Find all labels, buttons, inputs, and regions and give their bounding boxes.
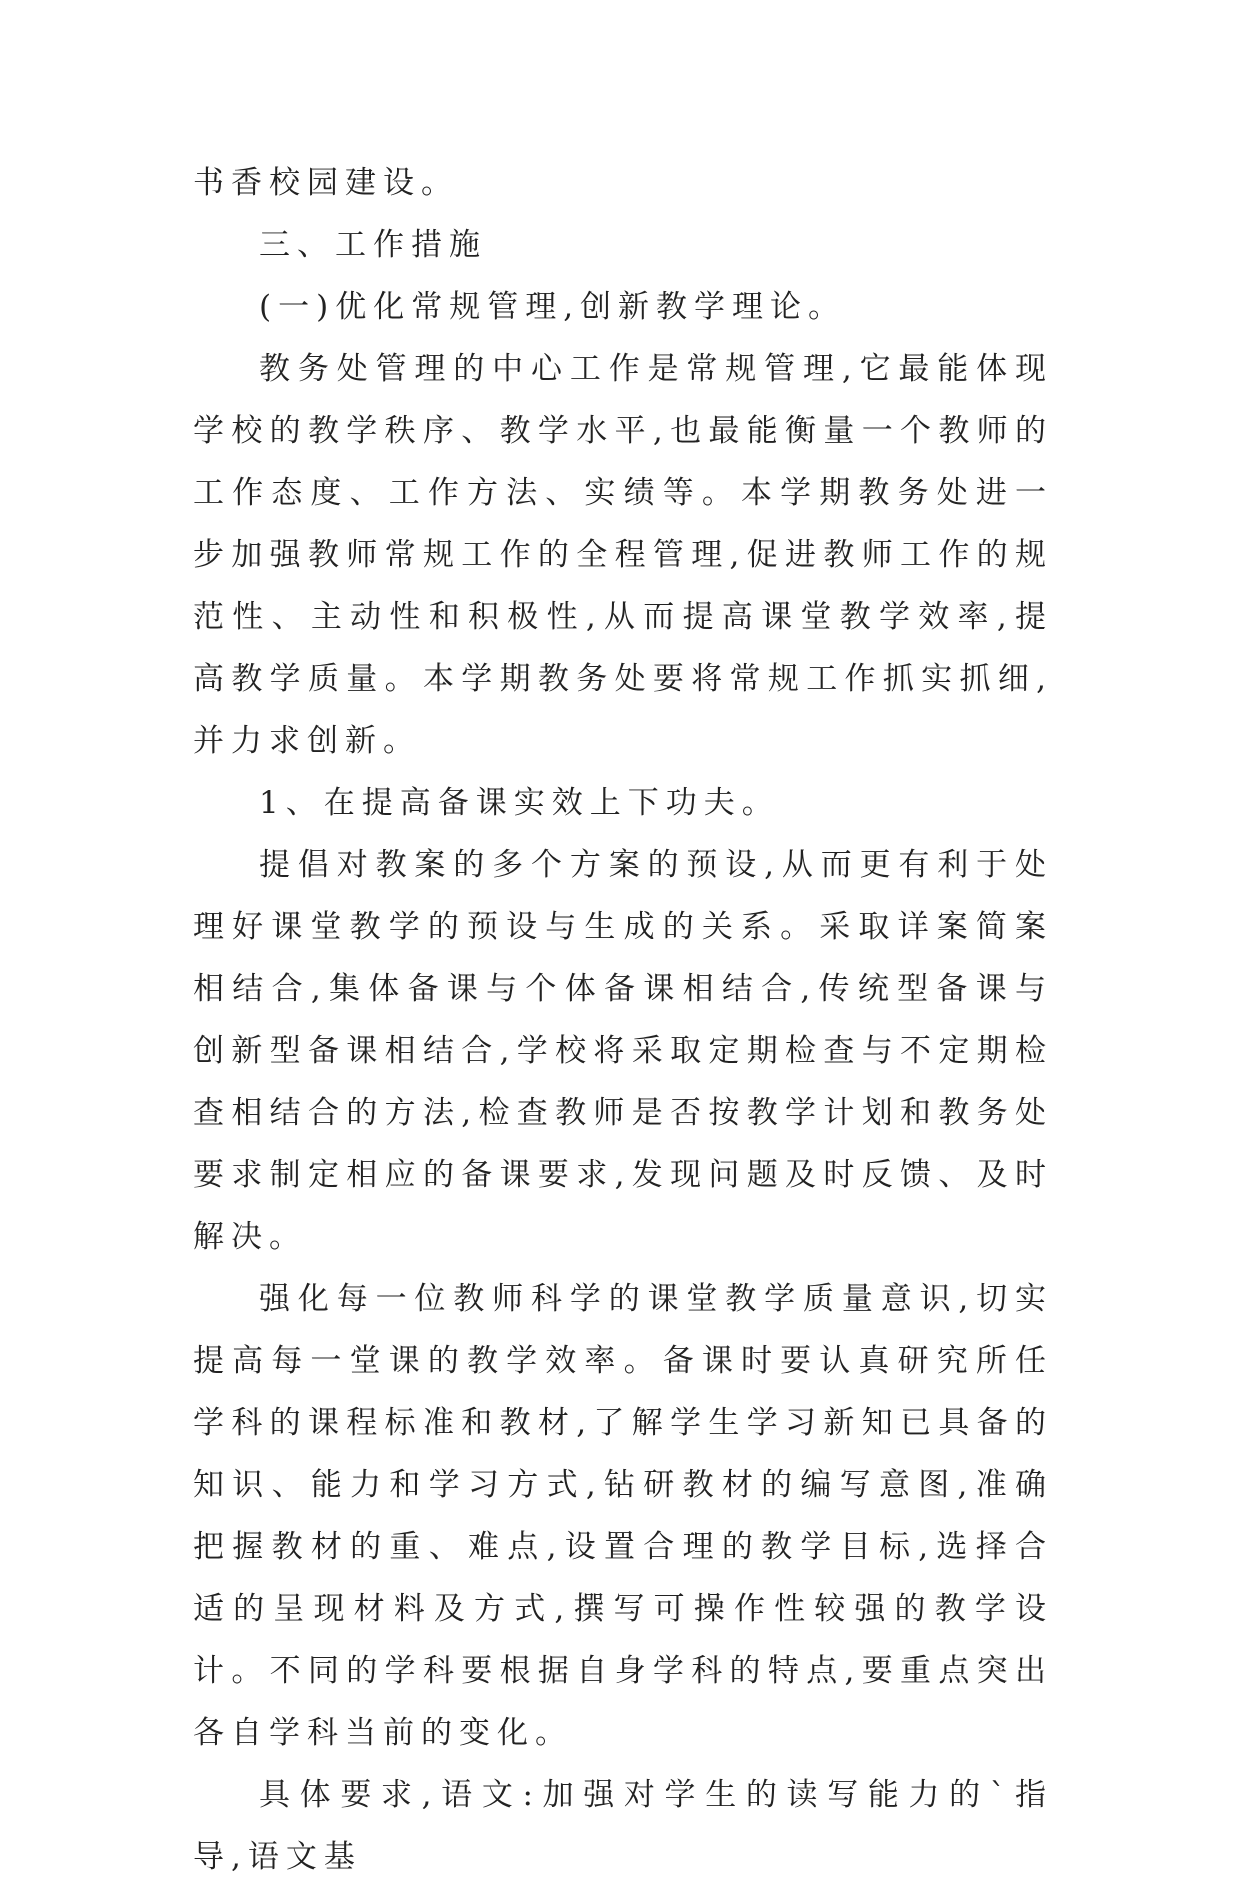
subsection-heading: (一)优化常规管理,创新教学理论。 xyxy=(259,289,847,325)
document-body xyxy=(193,152,1053,1888)
paragraph-2: 教务处管理的中心工作是常规管理,它最能体现学校的教学秩序、教学水平,也最能衡量一个教师的工作态度、工作方法、实绩等。本学期教务处进一步加强教师常规工作的全程管理,促进教师工作的规范性、主动性和积极性,从而提高课堂教学效率,提高教学质量。本学期教务处要将常规工作抓实抓细,并力求创新。 xyxy=(193,351,1053,759)
item-heading: 1、在提高备课实效上下功夫。 xyxy=(259,785,780,821)
paragraph-4: 强化每一位教师科学的课堂教学质量意识,切实提高每一堂课的教学效率。备课时要认真研究所任学科的课程标准和教材,了解学生学习新知已具备的知识、能力和学习方式,钻研教材的编写意图,准确把握教材的重、难点,设置合理的教学目标,选择合适的呈现材料及方式,撰写可操作性较强的教学设计。不同的学科要根据自身学科的特点,要重点突出各自学科当前的变化。 xyxy=(193,1281,1053,1751)
paragraph-5: 具体要求,语文:加强对学生的读写能力的`指导,语文基 xyxy=(193,1777,1053,1875)
paragraph-1: 书香校园建设。 xyxy=(193,165,459,201)
paragraph-3: 提倡对教案的多个方案的预设,从而更有利于处理好课堂教学的预设与生成的关系。采取详案简案相结合,集体备课与个体备课相结合,传统型备课与创新型备课相结合,学校将采取定期检查与不定期检查相结合的方法,检查教师是否按教学计划和教务处要求制定相应的备课要求,发现问题及时反馈、及时解决。 xyxy=(193,847,1053,1255)
section-heading: 三、工作措施 xyxy=(259,227,487,263)
